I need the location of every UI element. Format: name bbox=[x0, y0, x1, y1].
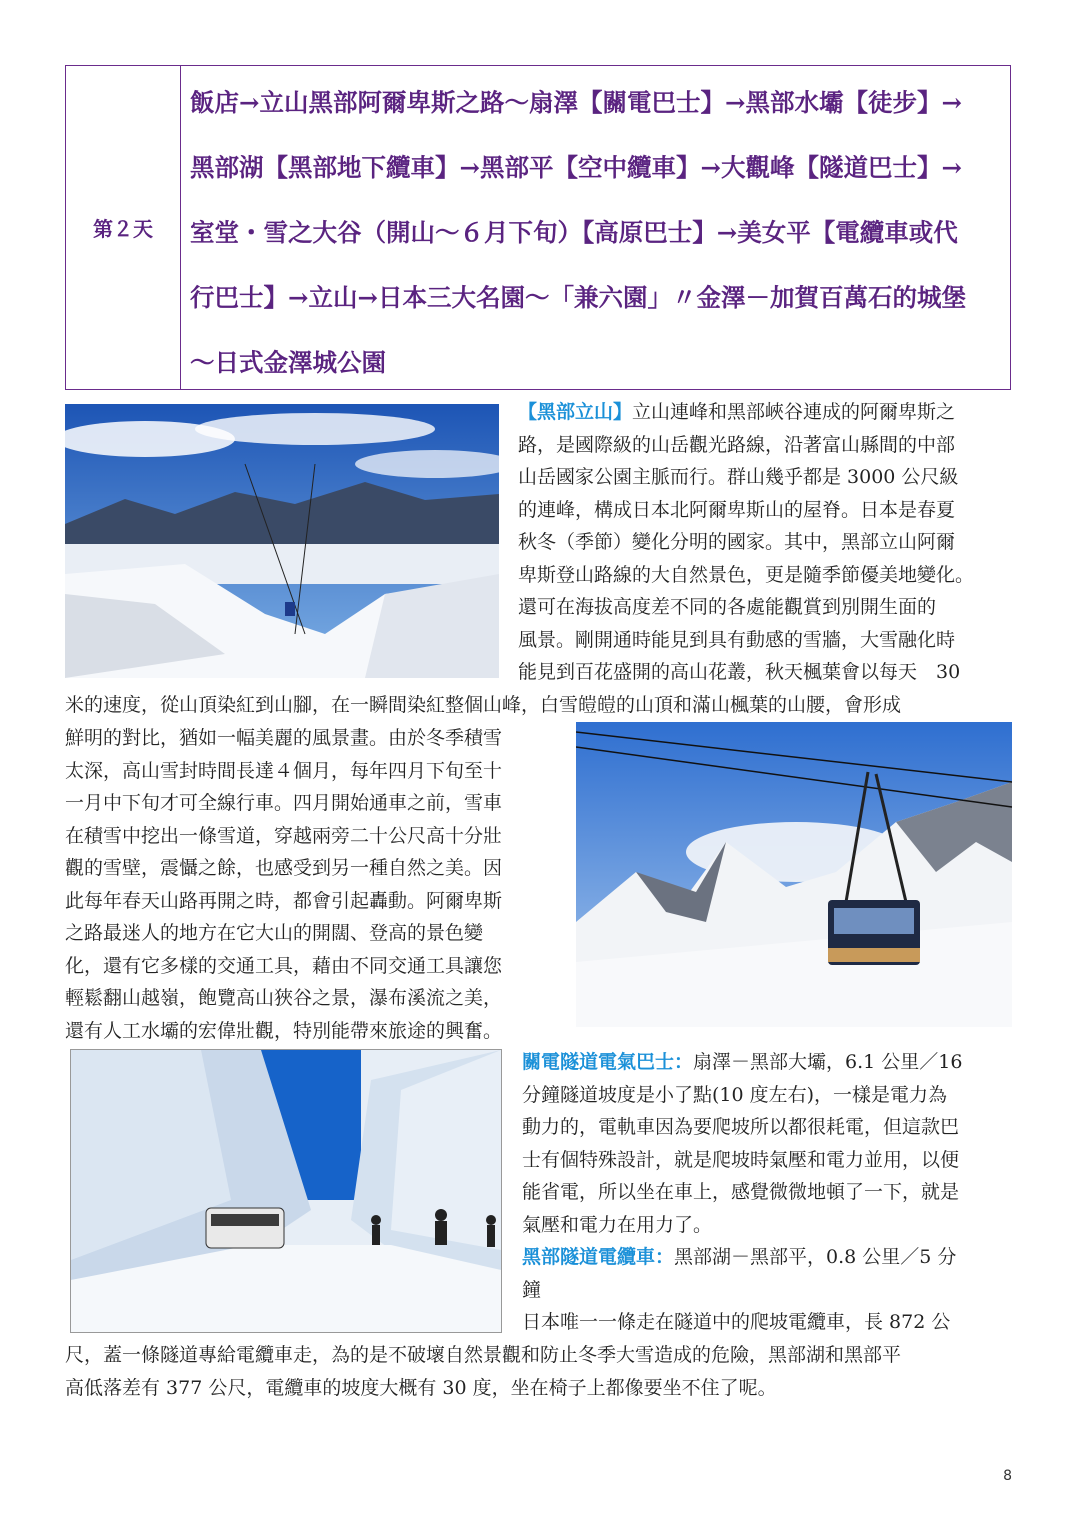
text-line: 秋冬（季節）變化分明的國家。其中，黑部立山阿爾 bbox=[518, 531, 956, 553]
route-line: 行巴士】→立山→日本三大名園～「兼六園」〃金澤－加賀百萬石的城堡 bbox=[190, 283, 967, 312]
page-number: 8 bbox=[1003, 1468, 1012, 1484]
text-line: 路，是國際級的山岳觀光路線，沿著富山縣間的中部 bbox=[518, 433, 956, 456]
text-line: 士有個特殊設計，就是爬坡時氣壓和電力並用，以便 bbox=[522, 1148, 960, 1171]
section1-side-text bbox=[518, 396, 974, 689]
section1-left-text bbox=[65, 722, 502, 1047]
text-line: 太深，高山雪封時間長達４個月，每年四月下旬至十 bbox=[65, 759, 503, 782]
text-line: 輕鬆翻山越嶺，飽覽高山狹谷之景，瀑布溪流之美， bbox=[65, 987, 503, 1009]
text-line: 動力的，電軌車因為要爬坡所以都很耗電，但這款巴 bbox=[522, 1116, 960, 1138]
text-line: 的連峰，構成日本北阿爾卑斯山的屋脊。日本是春夏 bbox=[518, 498, 956, 521]
text-line: 日本唯一一條走在隧道中的爬坡電纜車，長 872 公 bbox=[522, 1311, 951, 1333]
section2-text bbox=[522, 1046, 962, 1339]
text-line: 尺，蓋一條隧道專給電纜車走，為的是不破壞自然景觀和防止冬季大雪造成的危險，黑部湖和黑部平 bbox=[65, 1344, 902, 1366]
text-line: 觀的雪壁，震懾之餘，也感受到另一種自然之美。因 bbox=[65, 857, 503, 879]
photo-snow-mountains-ropeway bbox=[65, 404, 499, 678]
text-line: 鮮明的對比，猶如一幅美麗的風景畫。由於冬季積雪 bbox=[65, 727, 503, 749]
text-line: 鐘 bbox=[522, 1278, 542, 1301]
route-line: 室堂・雪之大谷（開山～６月下旬）【高原巴士】→美女平【電纜車或代 bbox=[190, 218, 958, 247]
text-line: 之路最迷人的地方在它大山的開闊、登高的景色變 bbox=[65, 922, 484, 944]
text-line: 化，還有它多樣的交通工具，藉由不同交通工具讓您 bbox=[65, 954, 503, 977]
text-line: 還有人工水壩的宏偉壯觀，特別能帶來旅途的興奮。 bbox=[65, 1019, 503, 1042]
itinerary-table bbox=[65, 65, 1011, 390]
section1-full-line bbox=[65, 689, 901, 722]
section2-first-line: 扇澤－黑部大壩，6.1 公里／16 bbox=[693, 1051, 963, 1073]
text-line: 能見到百花盛開的高山花叢，秋天楓葉會以每天 30 bbox=[518, 661, 961, 683]
route-line: 黑部湖【黑部地下纜車】→黑部平【空中纜車】→大觀峰【隧道巴士】→ bbox=[190, 153, 963, 182]
text-line: 在積雪中挖出一條雪道，穿越兩旁二十公尺高十分壯 bbox=[65, 824, 503, 847]
text-line: 風景。剛開通時能見到具有動感的雪牆，大雪融化時 bbox=[518, 628, 956, 651]
text-line: 能省電，所以坐在車上，感覺微微地頓了一下，就是 bbox=[522, 1181, 960, 1203]
text-line: 高低落差有 377 公尺，電纜車的坡度大概有 30 度，坐在椅子上都像要坐不住了呢。 bbox=[65, 1376, 777, 1399]
section3-first-line: 黑部湖－黑部平，0.8 公里／5 分 bbox=[674, 1246, 957, 1268]
photo-ropeway-gondola bbox=[576, 722, 1012, 1027]
day-label: 第２天 bbox=[66, 66, 181, 389]
text-line: 一月中下旬才可全線行車。四月開始通車之前，雪車 bbox=[65, 792, 503, 814]
route-line: 飯店→立山黑部阿爾卑斯之路～扇澤【關電巴士】→黑部水壩【徒步】→ bbox=[190, 88, 963, 117]
photo-snow-wall-bus bbox=[70, 1049, 502, 1333]
text-line: 氣壓和電力在用力了。 bbox=[522, 1213, 713, 1236]
text-line: 分鐘隧道坡度是小了點(10 度左右)，一樣是電力為 bbox=[522, 1083, 948, 1106]
text-line: 此每年春天山路再開之時，都會引起轟動。阿爾卑斯 bbox=[65, 889, 503, 912]
route-line: ～日式金澤城公園 bbox=[190, 348, 386, 377]
section3-full-text bbox=[65, 1339, 901, 1404]
section1-first-line: 立山連峰和黑部峽谷連成的阿爾卑斯之 bbox=[632, 401, 956, 423]
section2-heading: 關電隧道電氣巴士： bbox=[522, 1051, 694, 1073]
text-line: 米的速度，從山頂染紅到山腳，在一瞬間染紅整個山峰，白雪皚皚的山頂和滿山楓葉的山腰，會形成 bbox=[65, 694, 902, 716]
text-line: 卑斯登山路線的大自然景色，更是隨季節優美地變化。 bbox=[518, 563, 975, 586]
route-text bbox=[190, 70, 1005, 395]
section3-heading: 黑部隧道電纜車： bbox=[522, 1246, 675, 1268]
text-line: 還可在海拔高度差不同的各處能觀賞到別開生面的 bbox=[518, 596, 937, 618]
section1-heading: 【黑部立山】 bbox=[518, 401, 633, 423]
text-line: 山岳國家公園主脈而行。群山幾乎都是 3000 公尺級 bbox=[518, 466, 959, 488]
